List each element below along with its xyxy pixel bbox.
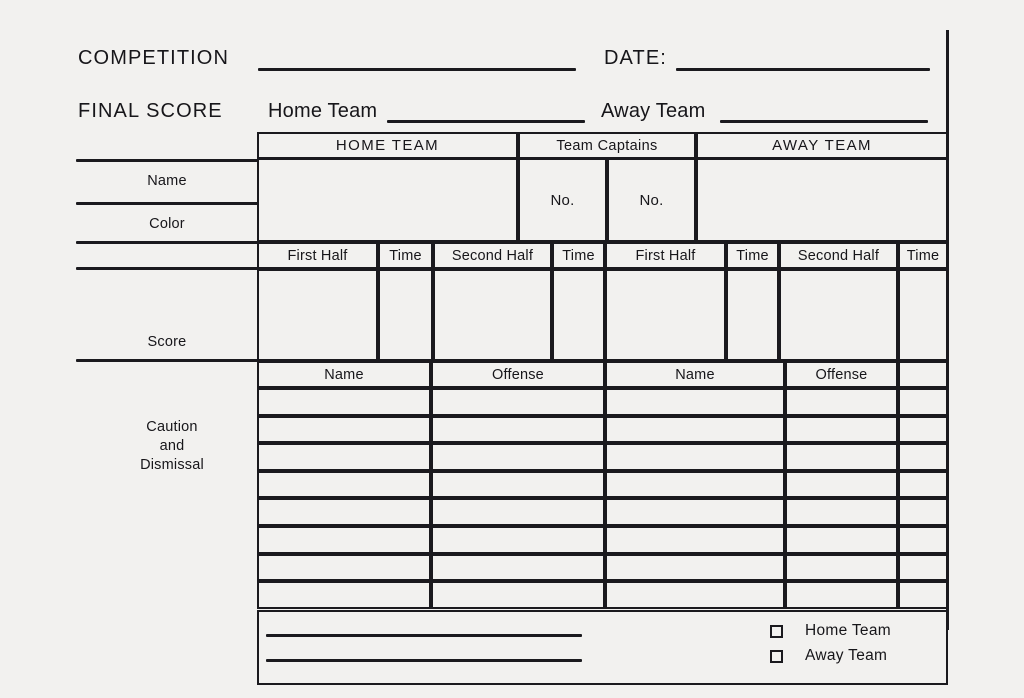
home-team-score-label: Home Team — [268, 100, 378, 122]
score-header-away-first-half: First Half — [605, 242, 726, 269]
caution-cell-away-offense-row-4[interactable] — [785, 471, 898, 499]
date-label: DATE: — [604, 47, 667, 69]
score-header-home-second-half-time: Time — [552, 242, 605, 269]
caution-cell-away-offense-row-2[interactable] — [785, 416, 898, 444]
caution-cell-away-offense-row-6[interactable] — [785, 526, 898, 554]
caution-cell-away-name-row-8[interactable] — [605, 581, 785, 609]
stub-label-score: Score — [147, 334, 187, 350]
caution-header-home-offense: Offense — [431, 361, 605, 388]
caution-cell-home-offense-row-3[interactable] — [431, 443, 605, 471]
competition-label: COMPETITION — [78, 47, 229, 69]
caution-cell-away-name-row-3[interactable] — [605, 443, 785, 471]
caution-cell-away-offense-row-7[interactable] — [785, 554, 898, 582]
date-write-line[interactable] — [676, 68, 930, 71]
caution-cell-home-name-row-6[interactable] — [257, 526, 431, 554]
final-score-label: FINAL SCORE — [78, 100, 223, 122]
caution-cell-away-name-row-4[interactable] — [605, 471, 785, 499]
caution-line-3: Dismissal — [140, 457, 204, 474]
score-field-away-first-half-time[interactable] — [726, 269, 779, 361]
caution-cell-away-name-row-7[interactable] — [605, 554, 785, 582]
caution-cell-extra-row-3[interactable] — [898, 443, 948, 471]
competition-write-line[interactable] — [258, 68, 576, 71]
caution-cell-extra-row-4[interactable] — [898, 471, 948, 499]
score-field-home-first-half[interactable] — [257, 269, 378, 361]
caution-cell-away-name-row-1[interactable] — [605, 388, 785, 416]
caution-header-away-name: Name — [605, 361, 785, 388]
home-captain-number-field[interactable]: No. — [518, 158, 607, 242]
score-header-away-first-half-time: Time — [726, 242, 779, 269]
stub-label-color: Color — [149, 216, 185, 232]
caution-cell-home-name-row-2[interactable] — [257, 416, 431, 444]
caution-cell-away-offense-row-3[interactable] — [785, 443, 898, 471]
checkbox-row-away-team[interactable] — [770, 647, 887, 665]
band-header-away-team: AWAY TEAM — [696, 132, 948, 159]
caution-line-1: Caution — [146, 419, 198, 435]
caution-cell-extra-row-7[interactable] — [898, 554, 948, 582]
stub-rule-2 — [76, 202, 258, 205]
caution-cell-away-name-row-6[interactable] — [605, 526, 785, 554]
home-team-name-color-field[interactable] — [257, 158, 518, 242]
stub-rule-3 — [76, 241, 258, 244]
caution-header-extra — [898, 361, 948, 388]
stub-rule-1 — [76, 159, 258, 162]
caution-header-away-offense: Offense — [785, 361, 898, 388]
caution-cell-home-name-row-3[interactable] — [257, 443, 431, 471]
caution-cell-extra-row-2[interactable] — [898, 416, 948, 444]
caution-cell-away-name-row-2[interactable] — [605, 416, 785, 444]
caution-cell-home-name-row-7[interactable] — [257, 554, 431, 582]
away-team-score-label: Away Team — [601, 100, 706, 122]
away-captain-number-field[interactable]: No. — [607, 158, 696, 242]
score-header-home-second-half: Second Half — [433, 242, 552, 269]
score-field-home-second-half-time[interactable] — [552, 269, 605, 361]
stub-rule-5 — [76, 359, 258, 362]
score-header-home-first-half: First Half — [257, 242, 378, 269]
score-header-away-second-half-time: Time — [898, 242, 948, 269]
stub-label-caution-dismissal — [76, 418, 268, 475]
caution-cell-extra-row-6[interactable] — [898, 526, 948, 554]
stub-rule-4 — [76, 267, 258, 270]
caution-line-2: and — [159, 438, 185, 455]
score-header-away-second-half: Second Half — [779, 242, 898, 269]
checkbox-away-team[interactable] — [770, 650, 783, 663]
score-header-home-first-half-time: Time — [378, 242, 433, 269]
caution-cell-home-offense-row-5[interactable] — [431, 498, 605, 526]
score-field-away-second-half-time[interactable] — [898, 269, 948, 361]
checkbox-home-team[interactable] — [770, 625, 783, 638]
checkbox-label-away-team: Away Team — [805, 647, 888, 664]
caution-cell-home-offense-row-8[interactable] — [431, 581, 605, 609]
caution-cell-extra-row-5[interactable] — [898, 498, 948, 526]
caution-cell-away-name-row-5[interactable] — [605, 498, 785, 526]
score-field-away-second-half[interactable] — [779, 269, 898, 361]
caution-cell-extra-row-1[interactable] — [898, 388, 948, 416]
caution-cell-away-offense-row-5[interactable] — [785, 498, 898, 526]
signature-line-2[interactable] — [266, 659, 582, 662]
caution-cell-home-offense-row-4[interactable] — [431, 471, 605, 499]
caution-cell-home-offense-row-6[interactable] — [431, 526, 605, 554]
caution-cell-home-offense-row-2[interactable] — [431, 416, 605, 444]
caution-cell-home-offense-row-1[interactable] — [431, 388, 605, 416]
caution-cell-home-name-row-4[interactable] — [257, 471, 431, 499]
stub-label-name: Name — [147, 173, 187, 189]
caution-cell-home-offense-row-7[interactable] — [431, 554, 605, 582]
caution-cell-away-offense-row-1[interactable] — [785, 388, 898, 416]
score-field-away-first-half[interactable] — [605, 269, 726, 361]
home-team-score-write-line[interactable] — [387, 120, 585, 123]
caution-header-home-name: Name — [257, 361, 431, 388]
caution-cell-away-offense-row-8[interactable] — [785, 581, 898, 609]
away-team-score-write-line[interactable] — [720, 120, 928, 123]
checkbox-row-home-team[interactable] — [770, 622, 891, 640]
band-header-team-captains: Team Captains — [518, 132, 696, 159]
score-field-home-second-half[interactable] — [433, 269, 552, 361]
caution-cell-home-name-row-8[interactable] — [257, 581, 431, 609]
caution-cell-home-name-row-1[interactable] — [257, 388, 431, 416]
score-field-home-first-half-time[interactable] — [378, 269, 433, 361]
band-header-home-team: HOME TEAM — [257, 132, 518, 159]
away-team-name-color-field[interactable] — [696, 158, 948, 242]
caution-cell-extra-row-8[interactable] — [898, 581, 948, 609]
checkbox-label-home-team: Home Team — [805, 622, 891, 639]
signature-line-1[interactable] — [266, 634, 582, 637]
caution-cell-home-name-row-5[interactable] — [257, 498, 431, 526]
